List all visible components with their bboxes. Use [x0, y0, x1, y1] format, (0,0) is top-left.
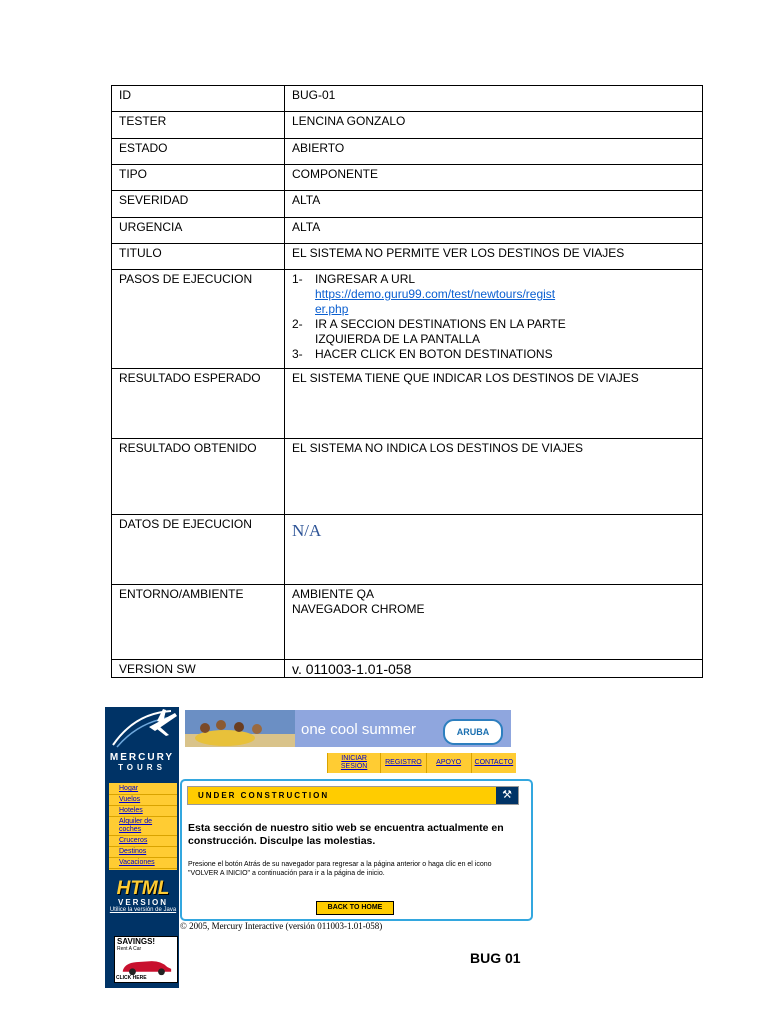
step-1: 1- INGRESAR A URL https://demo.guru99.com/test/newtours/regist er.php — [292, 272, 556, 316]
html-badge-version: VERSION — [117, 898, 168, 907]
row-id — [112, 86, 703, 112]
left-sidebar — [105, 707, 179, 988]
airplane-icon — [105, 707, 179, 751]
bug-report-table — [111, 85, 703, 678]
value-tipo: COMPONENTE — [285, 165, 703, 191]
ad-title: SAVINGS! — [117, 937, 156, 946]
label-titulo: TITULO — [112, 244, 285, 270]
label-tester: TESTER — [112, 112, 285, 139]
label-esperado: RESULTADO ESPERADO — [112, 369, 285, 439]
nav-link-apoyo[interactable]: APOYO — [426, 753, 471, 773]
step-3-text: HACER CLICK EN BOTON DESTINATIONS — [315, 347, 553, 361]
construction-instructions: Presione el botón Atrás de su navegador para regresar a la página anterior o haga clic en el icono "VOLVER A INICIO" a continuación para ir a la página de inicio. — [188, 861, 492, 877]
row-tipo — [112, 165, 703, 191]
value-datos — [285, 515, 703, 585]
step-1-url-link[interactable]: https://demo.guru99.com/test/newtours/regist — [315, 287, 556, 301]
brand-name — [105, 753, 179, 773]
under-construction-bar — [187, 786, 519, 805]
nav-link-iniciar-sesion[interactable]: INICIAR SESIÓN — [327, 753, 380, 773]
nav-link-registro[interactable]: REGISTRO — [380, 753, 425, 773]
top-nav — [327, 753, 516, 773]
step-3: 3- HACER CLICK EN BOTON DESTINATIONS — [292, 347, 553, 361]
nav-item-hoteles[interactable]: Hoteles — [109, 806, 177, 817]
brand-line-1: MERCURY — [109, 752, 175, 763]
brand-line-2: TOURS — [118, 763, 166, 772]
row-entorno — [112, 585, 703, 660]
value-tester: LENCINA GONZALO — [285, 112, 703, 139]
label-datos: DATOS DE EJECUCION — [112, 515, 285, 585]
html-badge-title: HTML — [116, 878, 170, 899]
row-severidad — [112, 191, 703, 218]
java-version-link[interactable]: Utilice la versión de Java — [109, 907, 177, 913]
step-2: 2- IR A SECCION DESTINATIONS EN LA PARTE IZQUIERDA DE LA PANTALLA — [292, 317, 696, 347]
row-version — [112, 660, 703, 678]
row-estado — [112, 139, 703, 165]
step-2-text: IR A SECCION DESTINATIONS EN LA PARTE IZQUIERDA DE LA PANTALLA — [315, 317, 566, 346]
value-severidad: ALTA — [285, 191, 703, 218]
value-obtenido: EL SISTEMA NO INDICA LOS DESTINOS DE VIAJES — [285, 439, 703, 515]
nav-item-destinos[interactable]: Destinos — [109, 847, 177, 858]
nav-item-cruceros[interactable]: Cruceros — [109, 836, 177, 847]
value-urgencia: ALTA — [285, 218, 703, 244]
under-construction-panel — [180, 779, 533, 921]
value-entorno-1: AMBIENTE QA — [292, 587, 375, 601]
nav-item-alquiler[interactable]: Alquiler de coches — [109, 817, 177, 836]
row-titulo — [112, 244, 703, 270]
mercury-tours-screenshot — [105, 707, 517, 988]
beach-photo — [185, 710, 295, 747]
promo-banner[interactable] — [185, 710, 511, 747]
banner-text: one cool summer — [301, 721, 417, 738]
value-entorno-2: NAVEGADOR CHROME — [292, 602, 425, 616]
nav-item-vuelos[interactable]: Vuelos — [109, 795, 177, 806]
nav-item-vacaciones[interactable]: Vacaciones — [109, 858, 177, 869]
value-pasos — [285, 270, 703, 369]
copyright: © 2005, Mercury Interactive (versión 011003-1.01-058) — [180, 921, 383, 931]
label-version: VERSION SW — [112, 660, 285, 678]
construction-message: Esta sección de nuestro sitio web se encuentra actualmente en construcción. Disculpe las molestias. — [188, 822, 504, 847]
value-id: BUG-01 — [285, 86, 703, 112]
row-obtenido — [112, 439, 703, 515]
row-urgencia — [112, 218, 703, 244]
html-version-badge — [109, 879, 177, 914]
label-estado: ESTADO — [112, 139, 285, 165]
label-entorno: ENTORNO/AMBIENTE — [112, 585, 285, 660]
label-obtenido: RESULTADO OBTENIDO — [112, 439, 285, 515]
ad-subtitle: Rent A Car — [117, 946, 142, 952]
car-icon — [117, 955, 175, 977]
under-construction-label: UNDER CONSTRUCTION — [198, 791, 330, 800]
label-id: ID — [112, 86, 285, 112]
value-entorno — [285, 585, 703, 660]
row-datos — [112, 515, 703, 585]
value-esperado: EL SISTEMA TIENE QUE INDICAR LOS DESTINOS DE VIAJES — [285, 369, 703, 439]
nav-link-contacto[interactable]: CONTACTO — [471, 753, 516, 773]
tools-icon: ⚒ — [496, 787, 518, 804]
label-severidad: SEVERIDAD — [112, 191, 285, 218]
value-estado: ABIERTO — [285, 139, 703, 165]
steps-list — [292, 272, 696, 362]
value-datos-text: N/A — [292, 521, 322, 540]
label-tipo: TIPO — [112, 165, 285, 191]
step-1-url-link-cont[interactable]: er.php — [315, 302, 349, 316]
row-tester — [112, 112, 703, 139]
value-version: v. 011003-1.01-058 — [285, 660, 703, 678]
back-to-home-button[interactable]: BACK TO HOME — [316, 901, 394, 915]
nav-item-hogar[interactable]: Hogar — [109, 784, 177, 795]
aruba-logo: ARUBA — [443, 719, 503, 745]
value-titulo: EL SISTEMA NO PERMITE VER LOS DESTINOS DE VIAJES — [285, 244, 703, 270]
figure-caption: BUG 01 — [470, 950, 521, 966]
label-pasos: PASOS DE EJECUCION — [112, 270, 285, 369]
row-esperado — [112, 369, 703, 439]
ad-click-here: CLICK HERE — [116, 975, 147, 981]
left-nav — [109, 783, 177, 870]
label-urgencia: URGENCIA — [112, 218, 285, 244]
row-pasos — [112, 270, 703, 369]
rent-a-car-ad[interactable] — [114, 936, 178, 983]
step-1-text: INGRESAR A URL — [315, 272, 416, 286]
